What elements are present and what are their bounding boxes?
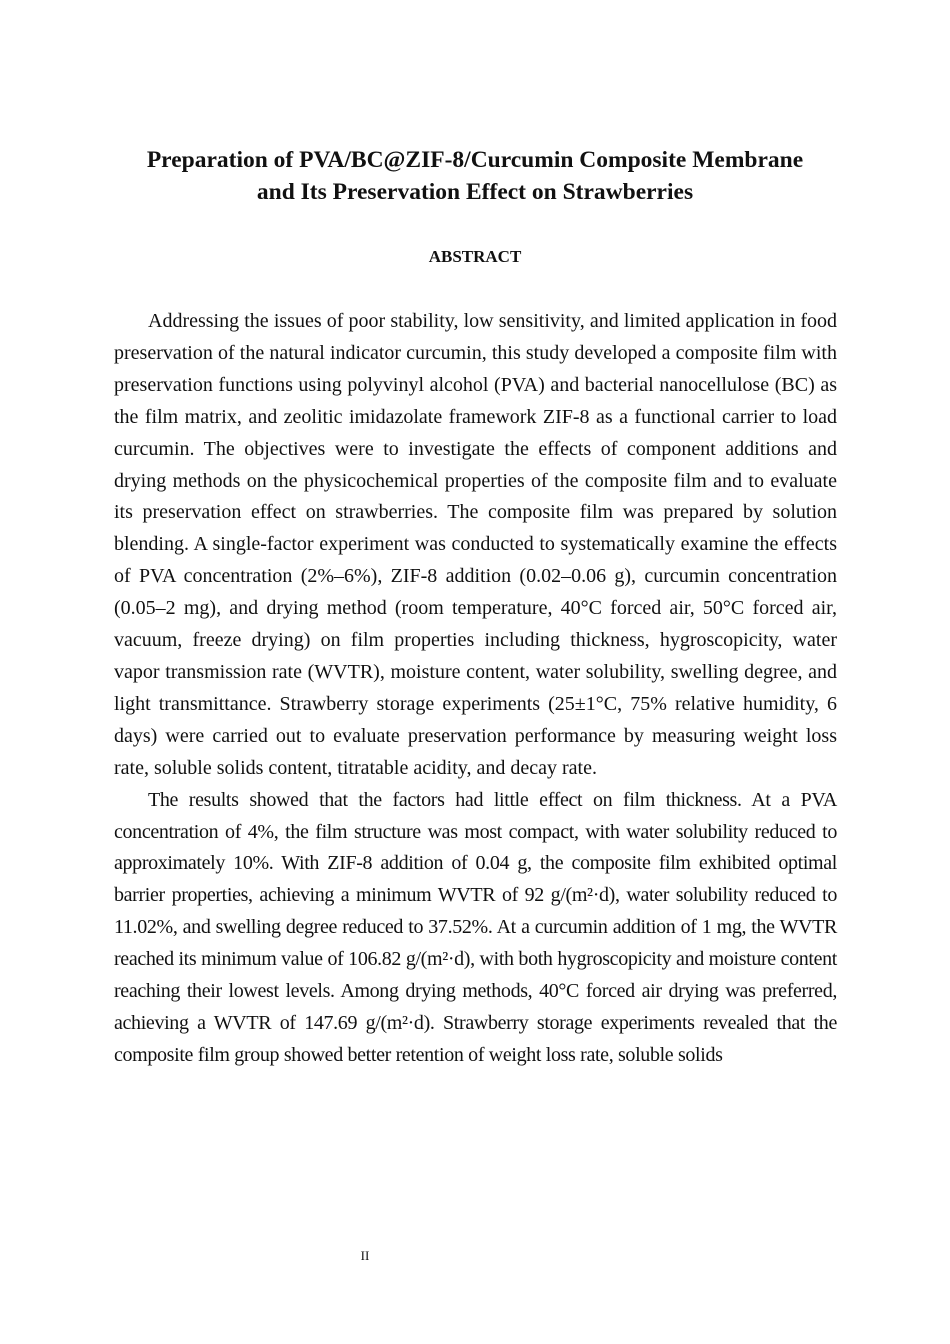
abstract-paragraph-1: Addressing the issues of poor stability, low sensitivity, and limited application in food preservation of the natural indicator curcumin, this study developed a composite film with preservation functions using polyvinyl alcohol (PVA) and bacterial nanocellulose (BC) as the film matrix, and zeolitic imidazolate framework ZIF-8 as a functional carrier to load curcumin. The objectives were to investigate the effects of component additions and drying methods on the physicochemical properties of the composite film and to evaluate its preservation effect on strawberries. The composite film was prepared by solution blending. A single-factor experiment was conducted to systematically examine the effects of PVA concentration (2%–6%), ZIF-8 addition (0.02–0.06 g), curcumin concentration (0.05–2 mg), and drying method (room temperature, 40°C forced air, 50°C forced air, vacuum, freeze drying) on film properties including thickness, hygroscopicity, water vapor transmission rate (WVTR), moisture content, water solubility, swelling degree, and light transmittance. Strawberry storage experiments (25±1°C, 75% relative humidity, 6 days) were carried out to evaluate preservation performance by measuring weight loss rate, soluble solids content, titratable acidity, and decay rate. [114,310,837,779]
abstract-heading: ABSTRACT [428,247,522,266]
paper-title-line-2: and Its Preservation Effect on Strawberries [256,179,694,205]
abstract-paragraph-2: The results showed that the factors had little effect on film thickness. At a PVA concentration of 4%, the film structure was most compact, with water solubility reduced to approximately 10%. With ZIF-8 addition of 0.04 g, the composite film exhibited optimal barrier properties, achieving a minimum WVTR of 92 g/(m²·d), water solubility reduced to 11.02%, and swelling degree reduced to 37.52%. At a curcumin addition of 1 mg, the WVTR reached its minimum value of 106.82 g/(m²·d), with both hygroscopicity and moisture content reaching their lowest levels. Among drying methods, 40°C forced air drying was preferred, achieving a WVTR of 147.69 g/(m²·d). Strawberry storage experiments revealed that the composite film group showed better retention of weight loss rate, soluble solids [114,788,837,1066]
page-number: II [360,1248,370,1263]
abstract-body [114,306,837,1072]
paper-title-line-1: Preparation of PVA/BC@ZIF-8/Curcumin Composite Membrane [146,147,804,173]
paper-title [100,144,850,208]
